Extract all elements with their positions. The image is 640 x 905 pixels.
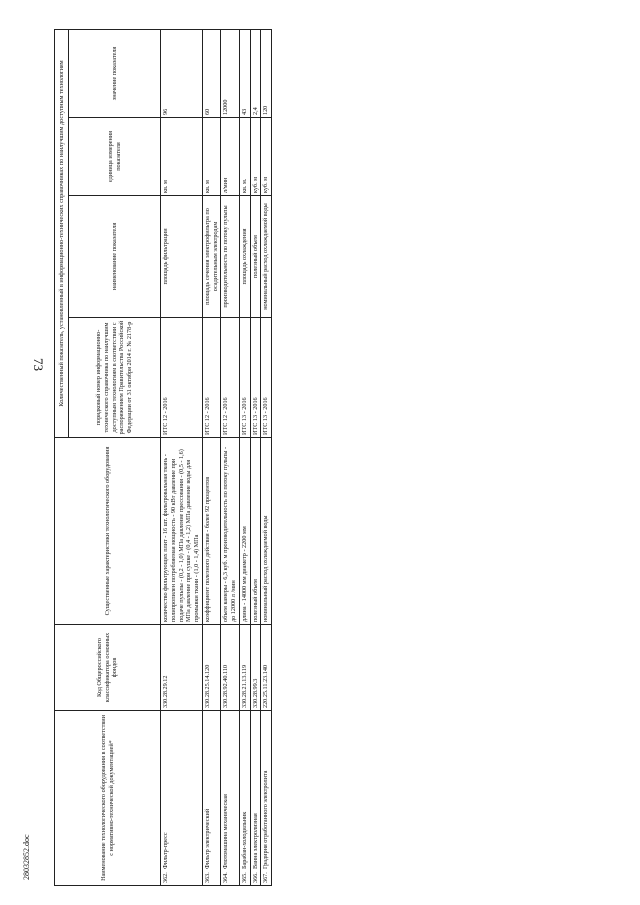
row-number: 363. — [203, 872, 211, 883]
equipment-characteristics: объем камеры - 6,3 куб. м производительность по потоку пульпы - до 12000 л /мин — [221, 438, 240, 625]
equipment-code: 330.28.25.14.120 — [202, 625, 221, 711]
row-number: 366. — [251, 872, 259, 883]
equipment-name: Фильтр электрический — [203, 808, 211, 869]
table-row — [161, 29, 203, 885]
indicator-unit: кв. м. — [239, 118, 250, 196]
indicator-name: площадь сечения электрофильтра по осадительным электродам — [202, 196, 221, 318]
equipment-characteristics: коэффициент полезного действия - более 92 процентов — [202, 438, 221, 625]
row-number: 362. — [162, 872, 169, 883]
row-number: 364. — [222, 872, 230, 883]
header-doc: порядковый номер информационно-технического справочника по наилучшим доступным технологиям в соответствии с распоряжением Правительства Российской Федерации от 31 октября 2014 г. № 2178-р — [69, 318, 161, 438]
header-value: значение показателя — [69, 29, 161, 117]
table-row — [250, 29, 261, 885]
row-number: 365. — [240, 872, 248, 883]
equipment-characteristics: длина - 14000 мм диаметр - 2200 мм — [239, 438, 250, 625]
indicator-unit: куб. м — [261, 118, 272, 196]
equipment-characteristics: количество фильтрующих плит - 16 шт. фильтровальная ткань - полипропилен потребляемая мощность - 90 кВт давление при подаче пульпы - (0,2 - 1,0) МПа давление прессования - (0,5 - 1,6) МПа давление при сушке - (0,4 - 1,2) МПа давление воды для промывки ткани - (1,0 - 1,4) МПа — [161, 438, 203, 625]
equipment-characteristics: номинальный расход охлаждаемой воды — [261, 438, 272, 625]
equipment-name: Флотомашина механическая — [222, 794, 230, 869]
equipment-name: Фильтр-пресс — [162, 832, 169, 869]
reference-doc: ИТС 12 - 2016 — [202, 318, 221, 438]
table-row — [221, 29, 240, 885]
indicator-unit: куб. м — [250, 118, 261, 196]
indicator-unit: кв. м — [202, 118, 221, 196]
row-number: 367. — [262, 872, 270, 883]
indicator-name: площадь охлаждения — [239, 196, 250, 318]
document-code: 28032852.doc — [22, 834, 31, 880]
indicator-unit: кв. м — [161, 118, 203, 196]
reference-doc: ИТС 13 - 2016 — [250, 318, 261, 438]
equipment-name: Барабан-холодильник — [240, 811, 248, 869]
table-row — [261, 29, 272, 885]
indicator-value: 120 — [261, 29, 272, 117]
equipment-code: 330.28.99.3 — [250, 625, 261, 711]
equipment-name: Ванна электролизная — [251, 813, 259, 869]
equipment-code: 330.28.92.40.110 — [221, 625, 240, 711]
header-group: Количественный показатель, установленный в информационно-технических справочниках по наилучшим доступным технологиям — [55, 29, 69, 437]
equipment-table — [54, 29, 272, 886]
indicator-name: производительность по потоку пульпы — [221, 196, 240, 318]
equipment-code: 220.25.11.23.140 — [261, 625, 272, 711]
header-name: Наименование технологического оборудования в соответствии с нормативно-технической документацией* — [55, 711, 161, 886]
indicator-name: номинальный расход охлаждаемой воды — [261, 196, 272, 318]
indicator-value: 43 — [239, 29, 250, 117]
equipment-characteristics: полезный объем — [250, 438, 261, 625]
header-indicator: наименование показателя — [69, 196, 161, 318]
indicator-unit: л/мин — [221, 118, 240, 196]
header-unit: единица измерения показателя — [69, 118, 161, 196]
reference-doc: ИТС 12 - 2016 — [161, 318, 203, 438]
equipment-code: 330.28.21.13.119 — [239, 625, 250, 711]
indicator-name: площадь фильтрации — [161, 196, 203, 318]
header-code: Код Общероссийского классификатора основных фондов — [55, 625, 161, 711]
indicator-value: 2,4 — [250, 29, 261, 117]
indicator-name: полезный объем — [250, 196, 261, 318]
indicator-value: 12000 — [221, 29, 240, 117]
header-characteristics: Существенные характеристики технологического оборудования — [55, 438, 161, 625]
equipment-name: Градирня отработанного электролита — [262, 770, 270, 869]
table-row — [239, 29, 250, 885]
indicator-value: 96 — [161, 29, 203, 117]
page-number: 73 — [31, 358, 46, 371]
rotated-table-container — [54, 30, 270, 886]
reference-doc: ИТС 13 - 2016 — [261, 318, 272, 438]
indicator-value: 60 — [202, 29, 221, 117]
table-row — [202, 29, 221, 885]
reference-doc: ИТС 12 - 2016 — [221, 318, 240, 438]
equipment-code: 330.28.29.12 — [161, 625, 203, 711]
reference-doc: ИТС 13 - 2016 — [239, 318, 250, 438]
